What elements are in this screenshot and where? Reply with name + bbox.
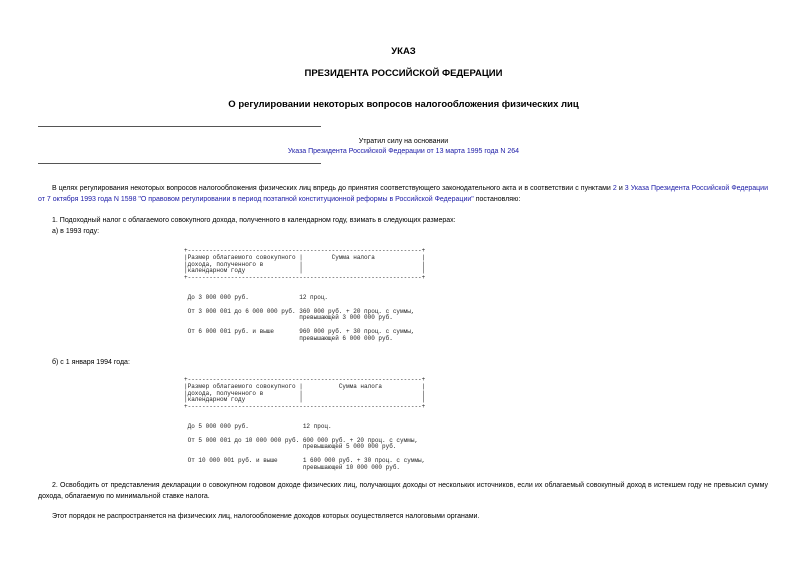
bottom-divider xyxy=(38,163,321,164)
decree-point-2-link[interactable]: 2 xyxy=(612,185,617,192)
repeal-decree-link[interactable]: Указа Президента Российской Федерации от 13 марта 1995 года N 264 xyxy=(287,148,520,155)
top-divider xyxy=(38,126,321,127)
tax-table-1994-rows: До 5 000 000 руб. 12 проц. От 5 000 001 до 10 000 000 руб. 600 000 руб. + 20 проц. с суммы, превышающей 5 000 000 руб. От 10 000 001 руб. и выше 1 600 000 руб. + 30 проц. с суммы, превышающей 10 000 000 руб. xyxy=(187,423,426,471)
intro-text-2: постановляю: xyxy=(473,195,521,203)
item-2-paragraph: 2. Освободить от представления декларации о совокупном годовом доходе физических лиц, получающих доходы от нескольких источников, если их облагаемый совокупный доход в истекшем году не превысил сумму дохода, облагаемую по минимальной ставке налога. xyxy=(38,482,768,500)
tax-table-1993-header: +-----------------------------------------------------------------+ |Размер облагаемого совокупного | Сумма налога | |дохода, полученного в | | |календарном году | | +-----------------------------------------------------------------+ xyxy=(184,247,426,282)
repeal-notice xyxy=(0,137,807,157)
intro-text-1: В целях регулирования некоторых вопросов налогообложения физических лиц впредь до принятия соответствующего законодательного акта и в соответствии с пунктами xyxy=(52,185,613,192)
item-1a-label: а) в 1993 году: xyxy=(52,228,100,235)
decree-1598-link[interactable]: 3 Указа Президента Российской Федерации от 7 октября 1993 года N 1598 "О правовом регулировании в период поэтапной конституционной реформы в Российской Федерации" xyxy=(38,185,768,203)
tax-table-1994-header: +-----------------------------------------------------------------+ |Размер облагаемого совокупного | Сумма налога | |дохода, полученного в | | |календарном году | | +-----------------------------------------------------------------+ xyxy=(184,376,426,411)
item-1b-label: б) с 1 января 1994 года: xyxy=(52,359,130,366)
repeal-notice-text: Утратил силу на основании xyxy=(358,138,449,145)
intro-and: и xyxy=(616,185,625,192)
intro-paragraph xyxy=(38,184,768,205)
tax-table-1993-rows: До 3 000 000 руб. 12 проц. От 3 000 001 до 6 000 000 руб. 360 000 руб. + 20 проц. с суммы, превышающей 3 000 000 руб. От 6 000 001 руб. и выше 960 000 руб. + 30 проц. с суммы, превышающей 6 000 000 руб. xyxy=(187,294,415,342)
closing-paragraph: Этот порядок не распространяется на физических лиц, налогообложение доходов которых осуществляется налоговыми органами. xyxy=(52,513,480,520)
doc-type-title: УКАЗ xyxy=(391,46,416,57)
doc-subject-title: О регулировании некоторых вопросов налогообложения физических лиц xyxy=(228,99,579,110)
item-1-text: 1. Подоходный налог с облагаемого совокупного дохода, полученного в календарном году, взимать в следующих размерах: xyxy=(52,217,456,224)
issuer-title: ПРЕЗИДЕНТА РОССИЙСКОЙ ФЕДЕРАЦИИ xyxy=(304,68,503,79)
